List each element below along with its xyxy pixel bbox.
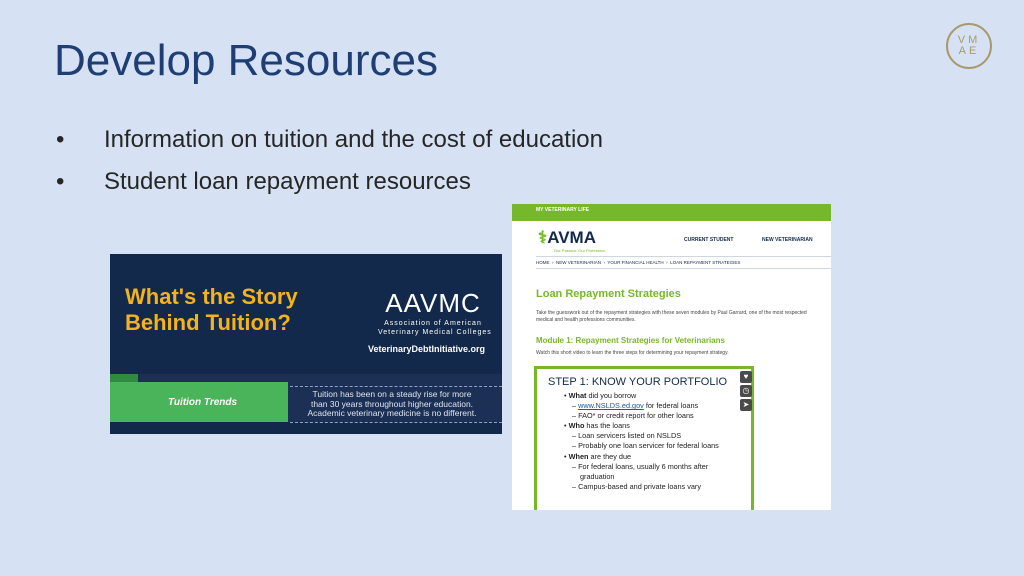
- share-icon: ➤: [740, 399, 752, 411]
- step-link-text: for federal loans: [643, 401, 699, 411]
- step-line: – For federal loans, usually 6 months after: [572, 461, 709, 471]
- module-intro: Watch this short video to learn the three steps for determining your repayment strategy.: [536, 350, 729, 356]
- bullet-list: [54, 124, 603, 208]
- bullet-item: • Student loan repayment resources: [54, 166, 603, 208]
- bullet-item: • Information on tuition and the cost of education: [54, 124, 603, 166]
- step-who-label: Who: [568, 421, 585, 431]
- caduceus-icon: ⚕: [538, 228, 548, 247]
- divider: [290, 422, 502, 423]
- step-who-text: has the loans: [584, 421, 630, 431]
- nav-new-veterinarian: NEW VETERINARIAN: [762, 237, 813, 243]
- step-line: – Campus-based and private loans vary: [572, 481, 701, 491]
- step-line: – FAO* or credit report for other loans: [572, 411, 694, 421]
- step-line: – Probably one loan servicer for federal loans: [572, 441, 719, 451]
- step-when-label: When: [568, 451, 589, 461]
- divider: [290, 386, 502, 387]
- tuition-description: Tuition has been on a steady rise for more than 30 years throughout higher education. Academic veterinary medicine is no different.: [307, 389, 477, 418]
- step-line: • What did you borrow: [564, 391, 637, 400]
- avma-topbar: MY VETERINARY LIFE: [512, 204, 831, 221]
- nav-current-student: CURRENT STUDENT: [684, 237, 734, 243]
- avma-brand: AVMA: [547, 228, 596, 247]
- step-heading: STEP 1: KNOW YOUR PORTFOLIO: [548, 376, 728, 388]
- vmae-logo: [946, 23, 992, 69]
- breadcrumb: HOME › NEW VETERINARIAN › YOUR FINANCIAL HEALTH › LOAN REPAYMENT STRATEGIES: [536, 260, 741, 265]
- avma-screenshot: [512, 204, 831, 510]
- website-label: VeterinaryDebtInitiative.org: [368, 344, 486, 354]
- tuition-trends-tab: Tuition Trends: [110, 382, 288, 422]
- avma-heading: Loan Repayment Strategies: [536, 288, 681, 300]
- step-what-label: What: [568, 391, 587, 400]
- module-heading: Module 1: Repayment Strategies for Veterinarians: [536, 336, 725, 345]
- logo-line-2: AE: [958, 45, 980, 57]
- clock-icon: ◷: [740, 385, 752, 397]
- tuition-headline: What's the Story Behind Tuition?: [125, 284, 298, 335]
- page-title: Develop Resources: [54, 36, 438, 85]
- nslds-link: www.NSLDS.ed.gov: [578, 401, 644, 411]
- step-line: – Loan servicers listed on NSLDS: [572, 431, 682, 441]
- tuition-image: [110, 254, 502, 434]
- heart-icon: ♥: [740, 371, 752, 383]
- divider: [536, 256, 831, 257]
- aavmc-name: Association of American Veterinary Medical Colleges: [378, 320, 492, 336]
- divider: [536, 268, 831, 269]
- step-line: • Who has the loans: [564, 421, 630, 431]
- step-line: – www.NSLDS.ed.gov for federal loans: [572, 401, 699, 411]
- avma-intro: Take the guesswork out of the repayment strategies with these seven modules by Paul Garrard, one of the most respected medical and health professions communities.: [536, 310, 807, 323]
- avma-logo: [538, 228, 596, 248]
- step-line: graduation: [580, 471, 615, 481]
- aavmc-mark: AAVMC: [385, 288, 481, 318]
- step-when-text: are they due: [588, 451, 632, 461]
- step-video-frame: [534, 366, 754, 510]
- logo-line-1: VM: [957, 34, 981, 46]
- avma-tagline: Our Passion. Our Profession.: [554, 248, 607, 253]
- step-what-text: did you borrow: [586, 391, 637, 400]
- step-line: • When are they due: [564, 451, 632, 461]
- aavmc-logo: [378, 288, 492, 337]
